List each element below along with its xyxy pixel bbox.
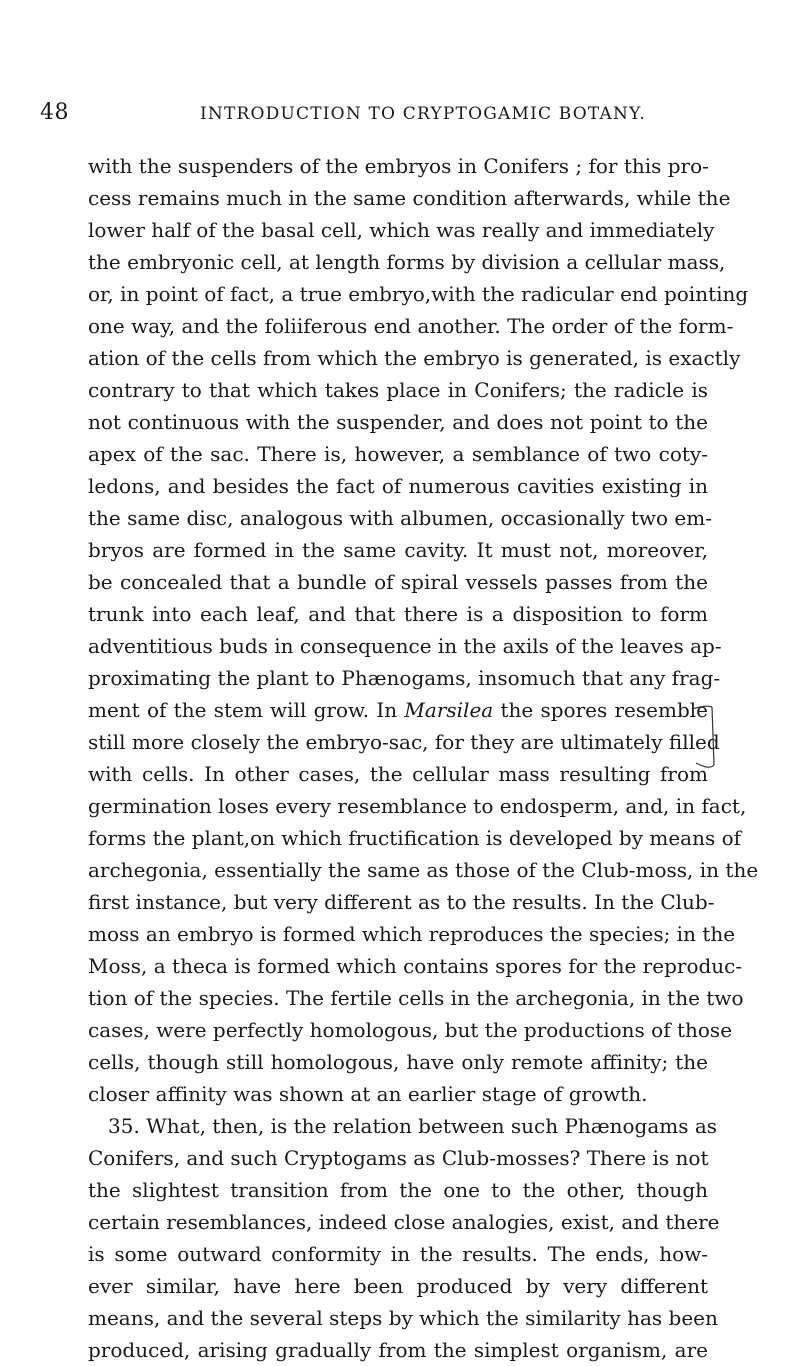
text-line: tion of the species. The fertile cells in the archegonia, in the two — [88, 986, 744, 1010]
text-line: ledons, and besides the fact of numerous cavities existing in — [88, 474, 708, 498]
text-line: the embryonic cell, at length forms by division a cellular mass, — [88, 250, 726, 274]
text-line: trunk into each leaf, and that there is a disposition to form — [88, 602, 708, 626]
text-line: Moss, a theca is formed which contains spores for the reproduc- — [88, 954, 743, 978]
text-line: contrary to that which takes place in Conifers; the radicle is — [88, 378, 708, 402]
text-line: the same disc, analogous with albumen, occasionally two em- — [88, 506, 712, 530]
text-line: apex of the sac. There is, however, a semblance of two coty- — [88, 442, 708, 466]
running-title: INTRODUCTION TO CRYPTOGAMIC BOTANY. — [200, 104, 646, 124]
text-line-paragraph-start: 35. What, then, is the relation between such Phænogams as — [108, 1114, 718, 1138]
text-line: Conifers, and such Cryptogams as Club-mosses? There is not — [88, 1146, 709, 1170]
text-line: germination loses every resemblance to endosperm, and, in fact, — [88, 794, 747, 818]
text-line: moss an embryo is formed which reproduces the species; in the — [88, 922, 736, 946]
text-line: first instance, but very different as to the results. In the Club- — [88, 890, 715, 914]
text-line: be concealed that a bundle of spiral vessels passes from the — [88, 570, 708, 594]
line-after-italic: the spores resemble — [493, 698, 708, 722]
line-before-italic: ment of the stem will grow. In — [88, 698, 405, 722]
text-line: adventitious buds in consequence in the axils of the leaves ap- — [88, 634, 722, 658]
genus-name-italic: Marsilea — [404, 698, 494, 722]
text-line-marsilea — [88, 694, 708, 726]
text-line: proximating the plant to Phænogams, insomuch that any frag- — [88, 666, 721, 690]
text-line: closer affinity was shown at an earlier stage of growth. — [88, 1082, 648, 1106]
text-line: still more closely the embryo-sac, for they are ultimately filled — [88, 730, 720, 754]
text-line: cells, though still homologous, have only remote affinity; the — [88, 1050, 708, 1074]
text-line: is some outward conformity in the results. The ends, how- — [88, 1242, 708, 1266]
text-line: with the suspenders of the embryos in Conifers ; for this pro- — [88, 154, 709, 178]
text-line: cases, were perfectly homologous, but the productions of those — [88, 1018, 733, 1042]
text-line: bryos are formed in the same cavity. It must not, moreover, — [88, 538, 708, 562]
text-line: the slightest transition from the one to the other, though — [88, 1178, 708, 1202]
text-line: forms the plant,on which fructification is developed by means of — [88, 826, 742, 850]
text-line: ever similar, have here been produced by very different — [88, 1274, 708, 1298]
text-line: lower half of the basal cell, which was really and immediately — [88, 218, 715, 242]
text-line: means, and the several steps by which the similarity has been — [88, 1306, 718, 1330]
text-line: ation of the cells from which the embryo is generated, is exactly — [88, 346, 741, 370]
text-line: not continuous with the suspender, and does not point to the — [88, 410, 708, 434]
text-line: cess remains much in the same condition afterwards, while the — [88, 186, 731, 210]
body-text — [88, 150, 759, 1366]
text-line: archegonia, essentially the same as those of the Club-moss, in the — [88, 858, 759, 882]
text-line: with cells. In other cases, the cellular mass resulting from — [88, 762, 708, 786]
text-line: one way, and the foliiferous end another. The order of the form- — [88, 314, 734, 338]
page-header — [0, 92, 800, 132]
text-line: or, in point of fact, a true embryo,with the radicular end pointing — [88, 282, 749, 306]
text-line: produced, arising gradually from the simplest organism, are — [88, 1338, 708, 1362]
text-line: certain resemblances, indeed close analogies, exist, and there — [88, 1210, 720, 1234]
page-number: 48 — [40, 100, 69, 125]
